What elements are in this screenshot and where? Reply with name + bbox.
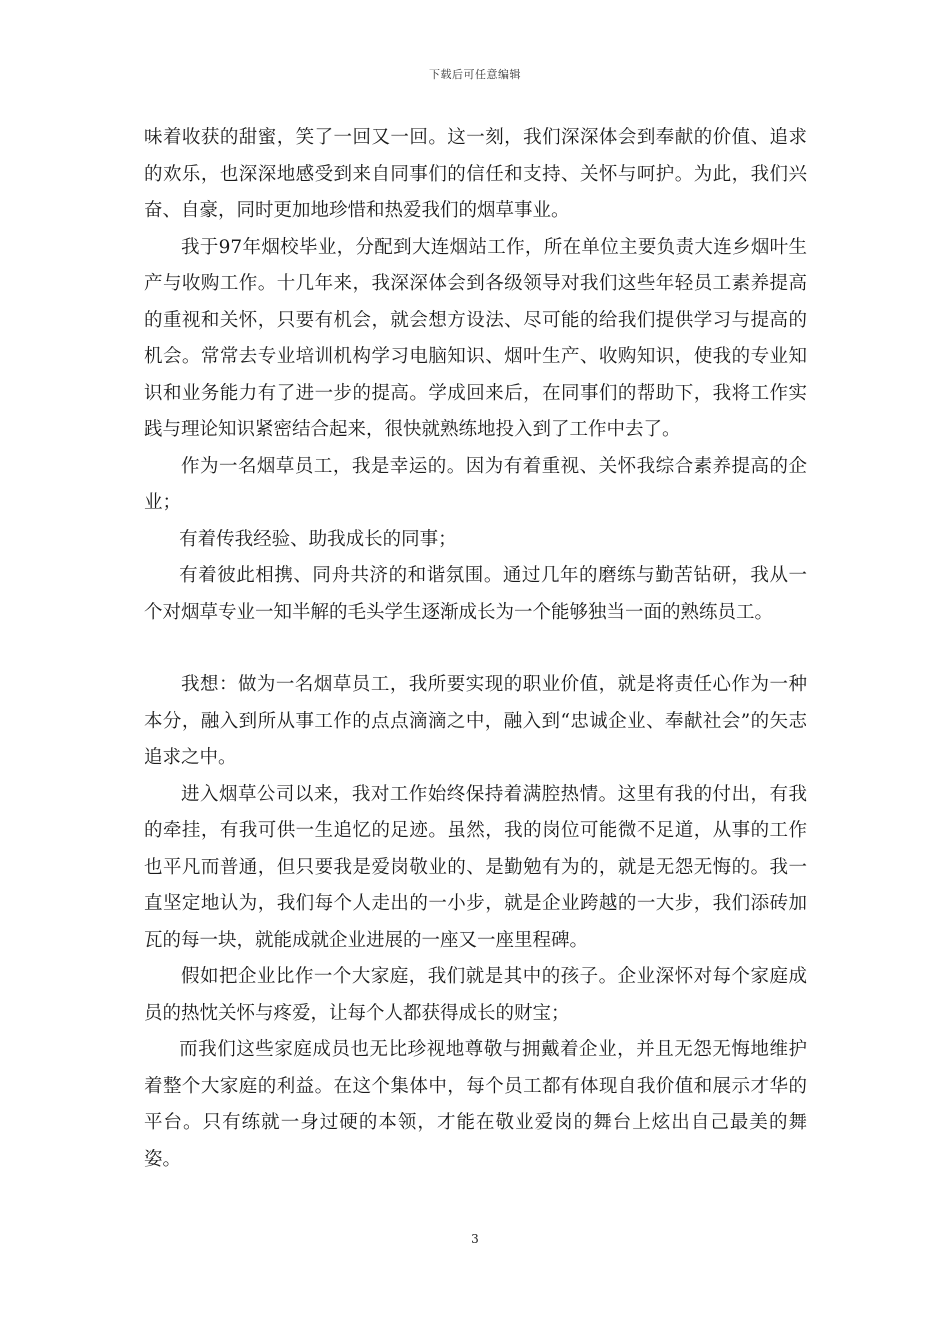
document-body <box>144 120 807 1178</box>
page-number: 3 <box>471 1232 479 1246</box>
paragraph-colleagues: 有着传我经验、助我成长的同事； <box>179 528 457 550</box>
paragraph-fortunate: 作为一名烟草员工，我是幸运的。因为有着重视、关怀我综合素养提高的企业； <box>144 455 807 513</box>
paragraph-enthusiasm: 进入烟草公司以来，我对工作始终保持着满腔热情。这里有我的付出，有我的牵挂，有我可供一生追忆的足迹。虽然，我的岗位可能微不足道，从事的工作也平凡而普通，但只要我是爱岗敬业的、是勤勉有为的，就是无怨无悔的。我一直坚定地认为，我们每个人走出的一小步，就是企业跨越的一大步，我们添砖加瓦的每一块，就能成就企业进展的一座又一座里程碑。 <box>144 783 807 951</box>
paragraph-career-value: 我想：做为一名烟草员工，我所要实现的职业价值，就是将责任心作为一种本分，融入到所从事工作的点点滴滴之中，融入到“忠诚企业、奉献社会”的矢志追求之中。 <box>144 674 807 768</box>
paragraph-family: 假如把企业比作一个大家庭，我们就是其中的孩子。企业深怀对每个家庭成员的热忱关怀与疼爱，让每个人都获得成长的财宝； <box>144 966 807 1024</box>
paragraph-graduation: 我于97年烟校毕业，分配到大连烟站工作，所在单位主要负责大连乡烟叶生产与收购工作。十几年来，我深深体会到各级领导对我们这些年轻员工素养提高的重视和关怀，只要有机会，就会想方设法、尽可能的给我们提供学习与提高的机会。常常去专业培训机构学习电脑知识、烟叶生产、收购知识，使我的专业知识和业务能力有了进一步的提高。学成回来后，在同事们的帮助下，我将工作实践与理论知识紧密结合起来，很快就熟练地投入到了工作中去了。 <box>144 236 807 440</box>
paragraph-members: 而我们这些家庭成员也无比珍视地尊敬与拥戴着企业，并且无怨无悔地维护着整个大家庭的利益。在这个集体中，每个员工都有体现自我价值和展示才华的平台。只有练就一身过硬的本领，才能在敬业爱岗的舞台上炫出自己最美的舞姿。 <box>144 1039 807 1170</box>
page-header: 下载后可任意编辑 <box>429 68 521 81</box>
paragraph-continuation: 味着收获的甜蜜，笑了一回又一回。这一刻，我们深深体会到奉献的价值、追求的欢乐，也深深地感受到来自同事们的信任和支持、关怀与呵护。为此，我们兴奋、自豪，同时更加地珍惜和热爱我们的烟草事业。 <box>144 127 807 221</box>
paragraph-gap <box>144 631 807 667</box>
paragraph-harmony: 有着彼此相携、同舟共济的和谐氛围。通过几年的磨练与勤苦钻研，我从一个对烟草专业一知半解的毛头学生逐渐成长为一个能够独当一面的熟练员工。 <box>144 565 807 623</box>
